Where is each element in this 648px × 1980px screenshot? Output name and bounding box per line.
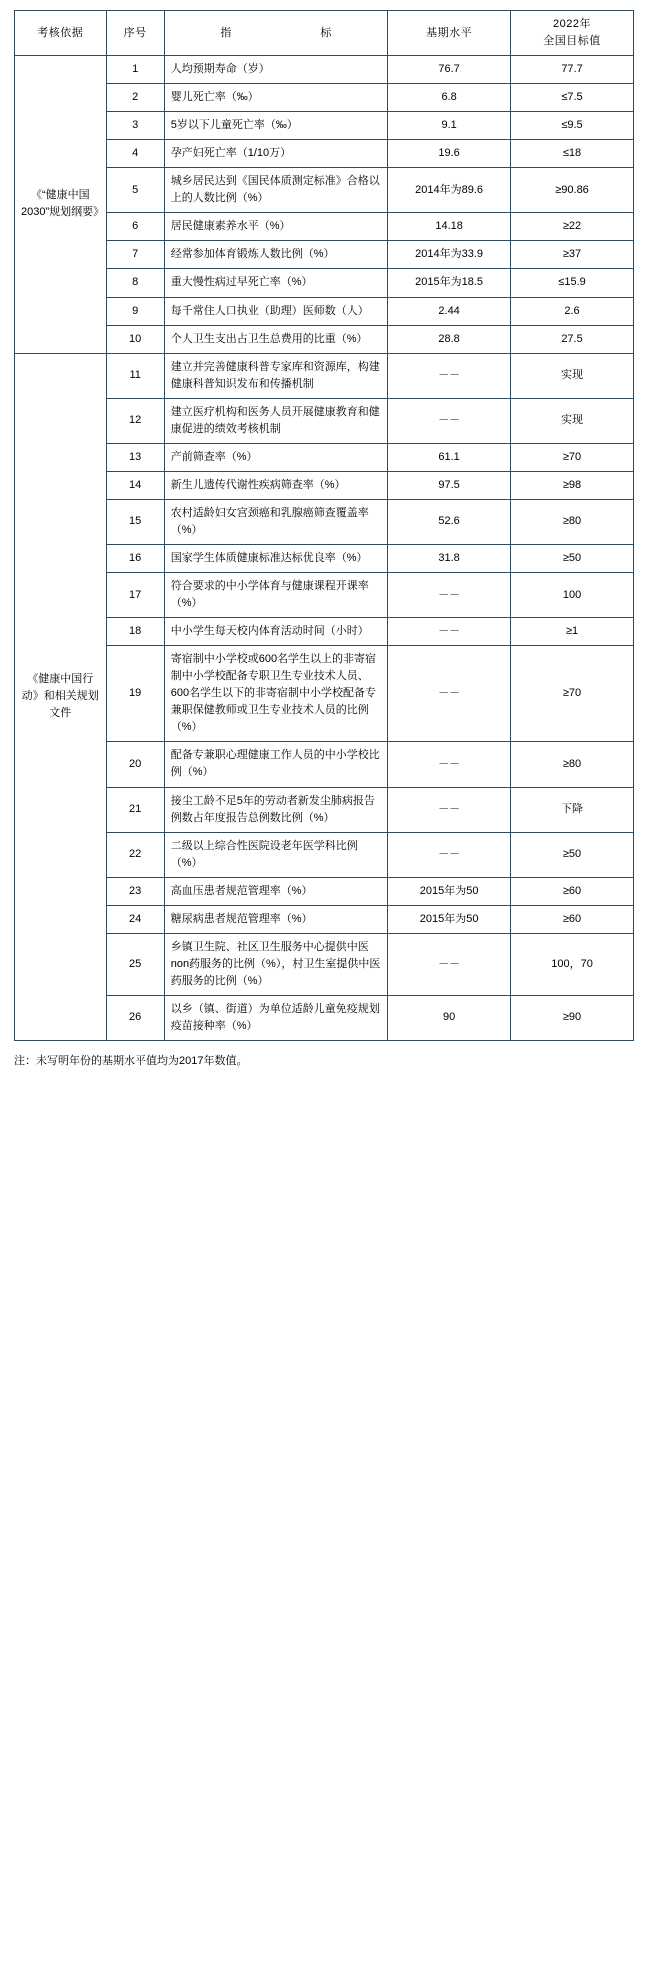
indicator-cell: 孕产妇死亡率（1/10万）: [164, 140, 387, 168]
table-row: [15, 573, 634, 618]
table-row: [15, 84, 634, 112]
target-cell: 下降: [511, 787, 634, 832]
baseline-cell: －－: [388, 398, 511, 443]
indicator-cell: 城乡居民达到《国民体质测定标准》合格以上的人数比例（%）: [164, 168, 387, 213]
indicator-cell: 中小学生每天校内体育活动时间（小时）: [164, 618, 387, 646]
header-row: [15, 11, 634, 56]
table-row: [15, 168, 634, 213]
seq-cell: 23: [106, 877, 164, 905]
header-target-line1: 2022年: [553, 18, 592, 30]
seq-cell: 25: [106, 933, 164, 995]
seq-cell: 5: [106, 168, 164, 213]
baseline-cell: 90: [388, 995, 511, 1040]
seq-cell: 26: [106, 995, 164, 1040]
header-target: [511, 11, 634, 56]
indicator-cell: 国家学生体质健康标准达标优良率（%）: [164, 544, 387, 572]
seq-cell: 1: [106, 56, 164, 84]
table-row: [15, 995, 634, 1040]
target-cell: ≥70: [511, 443, 634, 471]
indicator-cell: 产前筛查率（%）: [164, 443, 387, 471]
baseline-cell: 14.18: [388, 213, 511, 241]
baseline-cell: 2014年为33.9: [388, 241, 511, 269]
target-cell: ≤7.5: [511, 84, 634, 112]
table-row: [15, 471, 634, 499]
table-row: [15, 112, 634, 140]
seq-cell: 2: [106, 84, 164, 112]
target-cell: ≤15.9: [511, 269, 634, 297]
seq-cell: 7: [106, 241, 164, 269]
baseline-cell: 2014年为89.6: [388, 168, 511, 213]
seq-cell: 6: [106, 213, 164, 241]
target-cell: ≥80: [511, 499, 634, 544]
target-cell: ≥70: [511, 646, 634, 742]
table-body: [15, 56, 634, 1041]
target-cell: ≤18: [511, 140, 634, 168]
target-cell: 77.7: [511, 56, 634, 84]
target-cell: ≤9.5: [511, 112, 634, 140]
target-cell: ≥80: [511, 742, 634, 787]
target-cell: 实现: [511, 398, 634, 443]
baseline-cell: 61.1: [388, 443, 511, 471]
header-seq: 序号: [106, 11, 164, 56]
table-row: [15, 140, 634, 168]
seq-cell: 11: [106, 353, 164, 398]
target-cell: ≥60: [511, 905, 634, 933]
table-row: [15, 297, 634, 325]
target-cell: ≥60: [511, 877, 634, 905]
target-cell: 27.5: [511, 325, 634, 353]
header-baseline: 基期水平: [388, 11, 511, 56]
baseline-cell: 28.8: [388, 325, 511, 353]
seq-cell: 12: [106, 398, 164, 443]
target-cell: ≥1: [511, 618, 634, 646]
indicator-cell: 建立医疗机构和医务人员开展健康教育和健康促进的绩效考核机制: [164, 398, 387, 443]
seq-cell: 13: [106, 443, 164, 471]
indicator-cell: 经常参加体育锻炼人数比例（%）: [164, 241, 387, 269]
seq-cell: 14: [106, 471, 164, 499]
table-row: [15, 832, 634, 877]
table-row: [15, 742, 634, 787]
seq-cell: 4: [106, 140, 164, 168]
indicator-cell: 居民健康素养水平（%）: [164, 213, 387, 241]
header-target-line2: 全国目标值: [543, 35, 601, 48]
baseline-cell: 6.8: [388, 84, 511, 112]
indicator-cell: 乡镇卫生院、社区卫生服务中心提供中医non药服务的比例（%），村卫生室提供中医药服务的比例（%）: [164, 933, 387, 995]
indicator-cell: 以乡（镇、街道）为单位适龄儿童免疫规划疫苗接种率（%）: [164, 995, 387, 1040]
seq-cell: 24: [106, 905, 164, 933]
baseline-cell: －－: [388, 933, 511, 995]
baseline-cell: 2.44: [388, 297, 511, 325]
indicator-cell: 配备专兼职心理健康工作人员的中小学校比例（%）: [164, 742, 387, 787]
target-cell: 100: [511, 573, 634, 618]
target-cell: ≥98: [511, 471, 634, 499]
baseline-cell: 2015年为50: [388, 877, 511, 905]
baseline-cell: 76.7: [388, 56, 511, 84]
indicator-cell: 婴儿死亡率（‰）: [164, 84, 387, 112]
header-indicator: 指 标: [164, 11, 387, 56]
seq-cell: 20: [106, 742, 164, 787]
seq-cell: 3: [106, 112, 164, 140]
target-cell: ≥90: [511, 995, 634, 1040]
table-row: [15, 56, 634, 84]
table-row: [15, 618, 634, 646]
seq-cell: 16: [106, 544, 164, 572]
table-row: [15, 213, 634, 241]
seq-cell: 22: [106, 832, 164, 877]
table-row: [15, 325, 634, 353]
seq-cell: 9: [106, 297, 164, 325]
table-row: [15, 398, 634, 443]
baseline-cell: 31.8: [388, 544, 511, 572]
indicator-cell: 接尘工龄不足5年的劳动者新发尘肺病报告例数占年度报告总例数比例（%）: [164, 787, 387, 832]
table-row: [15, 646, 634, 742]
table-row: [15, 443, 634, 471]
target-cell: ≥50: [511, 832, 634, 877]
indicator-cell: 符合要求的中小学体育与健康课程开课率（%）: [164, 573, 387, 618]
baseline-cell: －－: [388, 618, 511, 646]
header-basis: 考核依据: [15, 11, 107, 56]
target-cell: 100，70: [511, 933, 634, 995]
indicator-cell: 高血压患者规范管理率（%）: [164, 877, 387, 905]
basis-cell-group-1: 《健康中国行动》和相关规划文件: [15, 353, 107, 1040]
target-cell: ≥37: [511, 241, 634, 269]
baseline-cell: 2015年为50: [388, 905, 511, 933]
target-cell: ≥50: [511, 544, 634, 572]
table-row: [15, 241, 634, 269]
seq-cell: 19: [106, 646, 164, 742]
table-row: [15, 905, 634, 933]
target-cell: ≥22: [511, 213, 634, 241]
baseline-cell: 19.6: [388, 140, 511, 168]
indicator-cell: 寄宿制中小学校或600名学生以上的非寄宿制中小学校配备专职卫生专业技术人员、600名学生以下的非寄宿制中小学校配备专兼职保健教师或卫生专业技术人员的比例（%）: [164, 646, 387, 742]
basis-cell-group-0: 《“健康中国2030”规划纲要》: [15, 56, 107, 354]
indicator-cell: 建立并完善健康科普专家库和资源库，构建健康科普知识发布和传播机制: [164, 353, 387, 398]
baseline-cell: －－: [388, 573, 511, 618]
table-header: [15, 11, 634, 56]
indicator-cell: 农村适龄妇女宫颈癌和乳腺癌筛查覆盖率（%）: [164, 499, 387, 544]
table-row: [15, 787, 634, 832]
seq-cell: 18: [106, 618, 164, 646]
table-note: 注：未写明年份的基期水平值均为2017年数值。: [14, 1055, 248, 1068]
baseline-cell: －－: [388, 742, 511, 787]
target-cell: 2.6: [511, 297, 634, 325]
indicator-cell: 人均预期寿命（岁）: [164, 56, 387, 84]
indicator-cell: 个人卫生支出占卫生总费用的比重（%）: [164, 325, 387, 353]
indicator-cell: 每千常住人口执业（助理）医师数（人）: [164, 297, 387, 325]
table-row: [15, 877, 634, 905]
baseline-cell: －－: [388, 832, 511, 877]
baseline-cell: 2015年为18.5: [388, 269, 511, 297]
table-row: [15, 353, 634, 398]
seq-cell: 8: [106, 269, 164, 297]
indicator-cell: 糖尿病患者规范管理率（%）: [164, 905, 387, 933]
seq-cell: 10: [106, 325, 164, 353]
seq-cell: 15: [106, 499, 164, 544]
table-row: [15, 544, 634, 572]
indicator-cell: 新生儿遗传代谢性疾病筛查率（%）: [164, 471, 387, 499]
target-cell: ≥90.86: [511, 168, 634, 213]
baseline-cell: －－: [388, 787, 511, 832]
kpi-table: [14, 10, 634, 1041]
baseline-cell: 52.6: [388, 499, 511, 544]
table-row: [15, 269, 634, 297]
indicator-cell: 重大慢性病过早死亡率（%）: [164, 269, 387, 297]
baseline-cell: －－: [388, 353, 511, 398]
indicator-cell: 二级以上综合性医院设老年医学科比例（%）: [164, 832, 387, 877]
seq-cell: 21: [106, 787, 164, 832]
baseline-cell: 9.1: [388, 112, 511, 140]
indicator-cell: 5岁以下儿童死亡率（‰）: [164, 112, 387, 140]
seq-cell: 17: [106, 573, 164, 618]
baseline-cell: 97.5: [388, 471, 511, 499]
target-cell: 实现: [511, 353, 634, 398]
table-row: [15, 499, 634, 544]
baseline-cell: －－: [388, 646, 511, 742]
table-row: [15, 933, 634, 995]
